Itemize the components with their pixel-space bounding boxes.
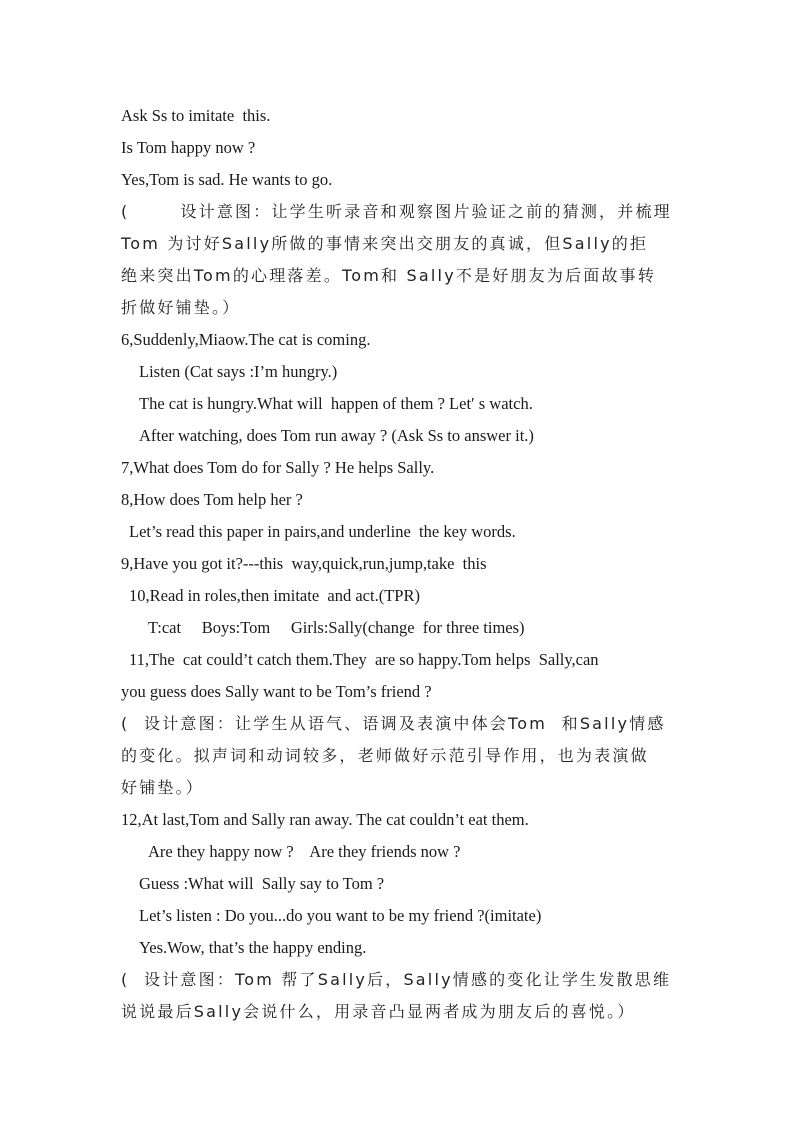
text-line: T:cat Boys:Tom Girls:Sally(change for three times)	[148, 618, 525, 637]
design-intent-note: ( 设计意图：让学生听录音和观察图片验证之前的猜测，并梳理	[121, 202, 672, 221]
text-line: After watching, does Tom run away ? (Ask Ss to answer it.)	[139, 426, 534, 445]
text-line: Yes.Wow, that’s the happy ending.	[139, 938, 367, 957]
text-line: Let’s read this paper in pairs,and underline the key words.	[129, 522, 516, 541]
text-line: Is Tom happy now ?	[121, 138, 256, 157]
text-line: you guess does Sally want to be Tom’s friend ?	[121, 682, 432, 701]
design-intent-note: 好铺垫。）	[121, 778, 205, 797]
design-intent-note: 折做好铺垫。）	[121, 298, 241, 317]
step-heading: 7,What does Tom do for Sally ? He helps Sally.	[121, 458, 435, 477]
step-heading: 12,At last,Tom and Sally ran away. The cat couldn’t eat them.	[121, 810, 529, 829]
step-heading: 9,Have you got it?---this way,quick,run,jump,take this	[121, 554, 487, 573]
design-intent-note: ( 设计意图：Tom 帮了Sally后，Sally情感的变化让学生发散思维	[121, 970, 672, 989]
design-intent-note: 说说最后Sally会说什么，用录音凸显两者成为朋友后的喜悦。）	[121, 1002, 636, 1021]
step-heading: 10,Read in roles,then imitate and act.(TPR)	[129, 586, 420, 605]
step-heading: 8,How does Tom help her ?	[121, 490, 303, 509]
text-line: Guess :What will Sally say to Tom ?	[139, 874, 385, 893]
text-line: Are they happy now ? Are they friends now ?	[148, 842, 461, 861]
design-intent-note: Tom 为讨好Sally所做的事情来突出交朋友的真诚，但Sally的拒	[121, 234, 649, 253]
text-line: Yes,Tom is sad. He wants to go.	[121, 170, 333, 189]
design-intent-note: 绝来突出Tom的心理落差。Tom和 Sally不是好朋友为后面故事转	[121, 266, 657, 285]
text-line: The cat is hungry.What will happen of them ? Let′ s watch.	[139, 394, 533, 413]
design-intent-note: ( 设计意图：让学生从语气、语调及表演中体会Tom 和Sally情感	[121, 714, 666, 733]
step-heading: 11,The cat could’t catch them.They are so happy.Tom helps Sally,can	[129, 650, 599, 669]
text-line: Listen (Cat says :I’m hungry.)	[139, 362, 338, 381]
design-intent-note: 的变化。拟声词和动词较多，老师做好示范引导作用，也为表演做	[121, 746, 649, 765]
step-heading: 6,Suddenly,Miaow.The cat is coming.	[121, 330, 371, 349]
text-line: Ask Ss to imitate this.	[121, 106, 271, 125]
text-line: Let’s listen : Do you...do you want to be my friend ?(imitate)	[139, 906, 542, 925]
